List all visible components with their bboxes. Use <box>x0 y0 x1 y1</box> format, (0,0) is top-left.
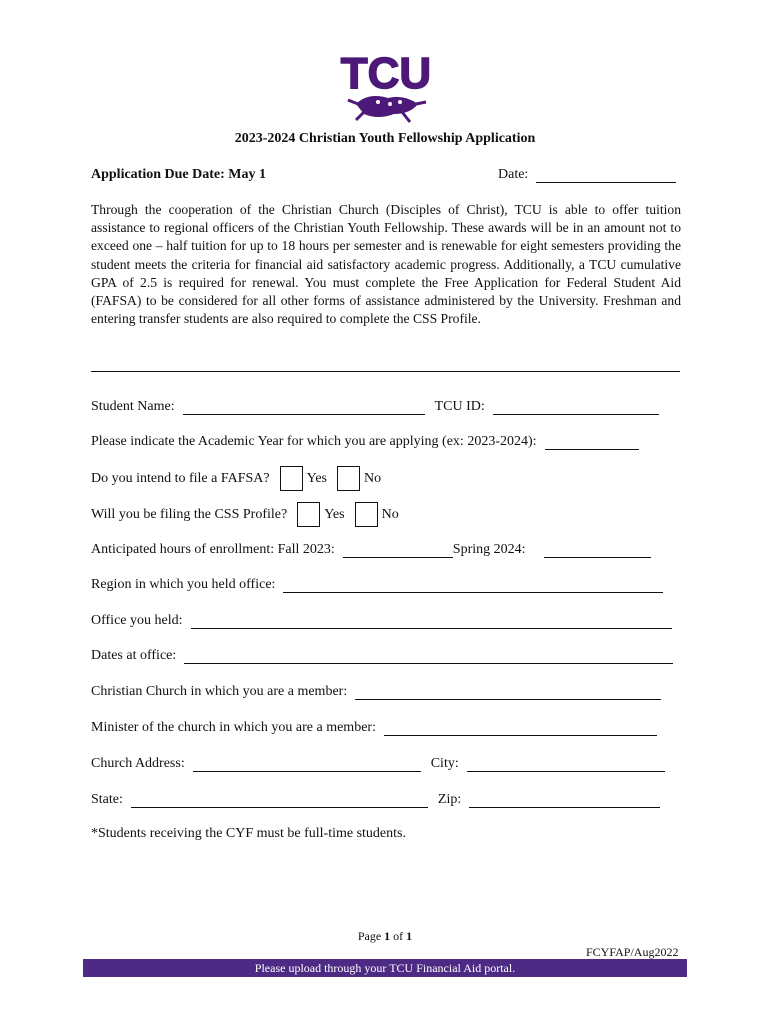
tcu-id-line[interactable] <box>493 400 659 415</box>
state-row <box>91 792 660 808</box>
zip-line[interactable] <box>469 793 660 808</box>
academic-year-label: Please indicate the Academic Year for which you are applying (ex: 2023-2024): <box>91 434 537 449</box>
region-row <box>91 577 663 593</box>
date-field <box>498 167 676 183</box>
city-line[interactable] <box>467 757 665 772</box>
region-line[interactable] <box>283 578 663 593</box>
student-name-label: Student Name: <box>91 399 175 414</box>
academic-year-line[interactable] <box>545 435 639 450</box>
academic-year-row <box>91 434 639 450</box>
state-line[interactable] <box>131 793 428 808</box>
minister-label: Minister of the church in which you are a member: <box>91 720 376 735</box>
hours-row <box>91 542 651 558</box>
css-question: Will you be filing the CSS Profile? <box>91 506 288 522</box>
tcu-horned-frog-icon <box>338 44 434 126</box>
office-line[interactable] <box>191 614 672 629</box>
upload-banner: Please upload through your TCU Financial Aid portal. <box>83 959 687 977</box>
church-line[interactable] <box>355 685 661 700</box>
church-address-label: Church Address: <box>91 756 185 771</box>
page-of: of <box>390 929 407 943</box>
fafsa-no-checkbox[interactable] <box>337 466 360 491</box>
tcu-logo <box>338 44 434 126</box>
fall-hours-line[interactable] <box>343 543 453 558</box>
due-date: Application Due Date: May 1 <box>91 167 266 182</box>
css-row <box>91 502 399 527</box>
intro-paragraph: Through the cooperation of the Christian Church (Disciples of Christ), TCU is able to offer tuition assistance to regional officers of the Christian Youth Fellowship. These awards will be in an amount not to exceed one – half tuition for up to 18 hours per semester and is renewable for eight semesters providing the student meets the criteria for financial aid satisfactory academic progress. Additionally, a TCU cumulative GPA of 2.5 is required for renewal. You must complete the Free Application for Federal Student Aid (FAFSA) to be considered for all other forms of assistance administered by the University. Freshman and entering transfer students are also required to complete the CSS Profile. <box>91 202 681 327</box>
css-yes-checkbox[interactable] <box>297 502 320 527</box>
student-name-line[interactable] <box>183 400 425 415</box>
student-name-row <box>91 399 659 415</box>
form-code: FCYFAP/Aug2022 <box>586 945 679 959</box>
css-yes-label: Yes <box>324 506 345 522</box>
css-no-checkbox[interactable] <box>355 502 378 527</box>
form-title: 2023-2024 Christian Youth Fellowship Application <box>234 131 536 146</box>
dates-label: Dates at office: <box>91 648 177 663</box>
church-label: Christian Church in which you are a member: <box>91 684 348 699</box>
svg-text:TCU: TCU <box>340 49 432 98</box>
divider <box>91 371 680 372</box>
city-label: City: <box>430 756 459 771</box>
dates-line[interactable] <box>184 649 673 664</box>
minister-row <box>91 720 657 736</box>
page-total: 1 <box>406 929 413 943</box>
tcu-id-label: TCU ID: <box>434 399 485 414</box>
church-row <box>91 684 661 700</box>
region-label: Region in which you held office: <box>91 577 276 592</box>
dates-row <box>91 648 673 664</box>
spring-hours-line[interactable] <box>544 543 651 558</box>
page-current: 1 <box>384 929 391 943</box>
page-number <box>0 929 770 944</box>
address-row <box>91 756 665 772</box>
minister-line[interactable] <box>384 721 657 736</box>
date-label: Date: <box>498 167 529 182</box>
fall-hours-label: Anticipated hours of enrollment: Fall 2023: <box>91 542 335 557</box>
office-row <box>91 613 672 629</box>
fafsa-no-label: No <box>364 470 382 486</box>
page-prefix: Page <box>357 929 385 943</box>
fafsa-yes-label: Yes <box>306 470 327 486</box>
state-label: State: <box>91 792 123 807</box>
office-label: Office you held: <box>91 613 183 628</box>
fafsa-yes-checkbox[interactable] <box>280 466 303 491</box>
fafsa-question: Do you intend to file a FAFSA? <box>91 470 270 486</box>
spring-hours-label: Spring 2024: <box>452 542 526 557</box>
date-input-line[interactable] <box>536 168 676 183</box>
zip-label: Zip: <box>437 792 462 807</box>
css-no-label: No <box>381 506 399 522</box>
fafsa-row <box>91 466 381 491</box>
church-address-line[interactable] <box>193 757 421 772</box>
fulltime-note: *Students receiving the CYF must be full-time students. <box>91 826 406 841</box>
